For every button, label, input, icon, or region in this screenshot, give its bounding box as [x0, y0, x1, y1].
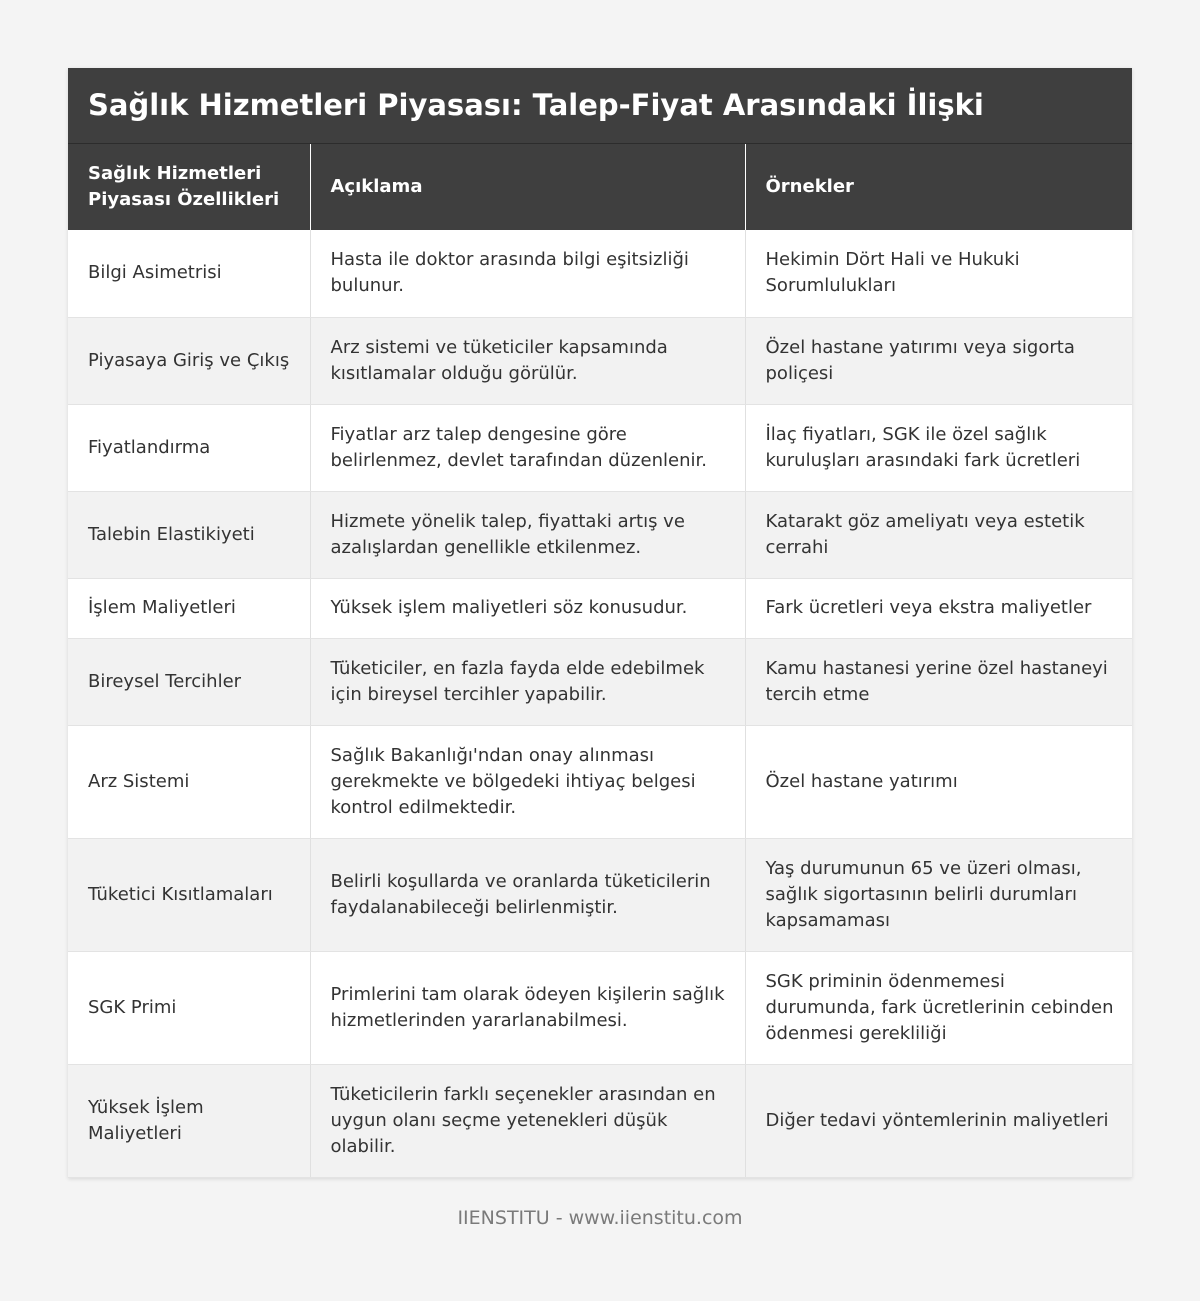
table-row	[68, 638, 1132, 725]
cell-feature: Talebin Elastikiyeti	[68, 491, 310, 578]
data-table	[68, 144, 1132, 1178]
table-row	[68, 838, 1132, 951]
cell-feature: İşlem Maliyetleri	[68, 578, 310, 638]
table-card	[68, 68, 1132, 1178]
cell-description: Yüksek işlem maliyetleri söz konusudur.	[310, 578, 745, 638]
cell-feature: Bireysel Tercihler	[68, 638, 310, 725]
cell-description: Sağlık Bakanlığı'ndan onay alınması gerekmekte ve bölgedeki ihtiyaç belgesi kontrol edilmektedir.	[310, 725, 745, 838]
cell-example: Yaş durumunun 65 ve üzeri olması, sağlık sigortasının belirli durumları kapsamaması	[745, 838, 1132, 951]
cell-feature: Piyasaya Giriş ve Çıkış	[68, 317, 310, 404]
cell-feature: Tüketici Kısıtlamaları	[68, 838, 310, 951]
table-row	[68, 951, 1132, 1064]
table-row	[68, 1064, 1132, 1177]
cell-description: Hasta ile doktor arasında bilgi eşitsizliği bulunur.	[310, 230, 745, 317]
cell-feature: Bilgi Asimetrisi	[68, 230, 310, 317]
table-row	[68, 578, 1132, 638]
table-row	[68, 491, 1132, 578]
cell-description: Fiyatlar arz talep dengesine göre belirlenmez, devlet tarafından düzenlenir.	[310, 404, 745, 491]
header-features: Sağlık Hizmetleri Piyasası Özellikleri	[68, 144, 310, 230]
cell-example: Kamu hastanesi yerine özel hastaneyi tercih etme	[745, 638, 1132, 725]
cell-description: Belirli koşullarda ve oranlarda tüketicilerin faydalanabileceği belirlenmiştir.	[310, 838, 745, 951]
cell-example: Diğer tedavi yöntemlerinin maliyetleri	[745, 1064, 1132, 1177]
footer-credit: IIENSTITU - www.iienstitu.com	[457, 1207, 743, 1229]
cell-description: Primlerini tam olarak ödeyen kişilerin sağlık hizmetlerinden yararlanabilmesi.	[310, 951, 745, 1064]
table-row	[68, 404, 1132, 491]
page-title: Sağlık Hizmetleri Piyasası: Talep-Fiyat Arasındaki İlişki	[88, 87, 984, 122]
cell-description: Tüketicilerin farklı seçenekler arasından en uygun olanı seçme yetenekleri düşük olabilir.	[310, 1064, 745, 1177]
table-row	[68, 725, 1132, 838]
cell-description: Arz sistemi ve tüketiciler kapsamında kısıtlamalar olduğu görülür.	[310, 317, 745, 404]
title-bar	[68, 68, 1132, 144]
cell-example: Özel hastane yatırımı veya sigorta poliçesi	[745, 317, 1132, 404]
header-examples: Örnekler	[745, 144, 1132, 230]
cell-feature: SGK Primi	[68, 951, 310, 1064]
header-description: Açıklama	[310, 144, 745, 230]
cell-description: Tüketiciler, en fazla fayda elde edebilmek için bireysel tercihler yapabilir.	[310, 638, 745, 725]
cell-example: Özel hastane yatırımı	[745, 725, 1132, 838]
cell-example: Fark ücretleri veya ekstra maliyetler	[745, 578, 1132, 638]
cell-description: Hizmete yönelik talep, fiyattaki artış ve azalışlardan genellikle etkilenmez.	[310, 491, 745, 578]
cell-example: Hekimin Dört Hali ve Hukuki Sorumlulukları	[745, 230, 1132, 317]
table-row	[68, 317, 1132, 404]
table-header-row	[68, 144, 1132, 230]
cell-example: SGK priminin ödenmemesi durumunda, fark ücretlerinin cebinden ödenmesi gerekliliği	[745, 951, 1132, 1064]
cell-feature: Fiyatlandırma	[68, 404, 310, 491]
cell-example: Katarakt göz ameliyatı veya estetik cerrahi	[745, 491, 1132, 578]
table-row	[68, 230, 1132, 317]
cell-feature: Arz Sistemi	[68, 725, 310, 838]
cell-feature: Yüksek İşlem Maliyetleri	[68, 1064, 310, 1177]
cell-example: İlaç fiyatları, SGK ile özel sağlık kuruluşları arasındaki fark ücretleri	[745, 404, 1132, 491]
